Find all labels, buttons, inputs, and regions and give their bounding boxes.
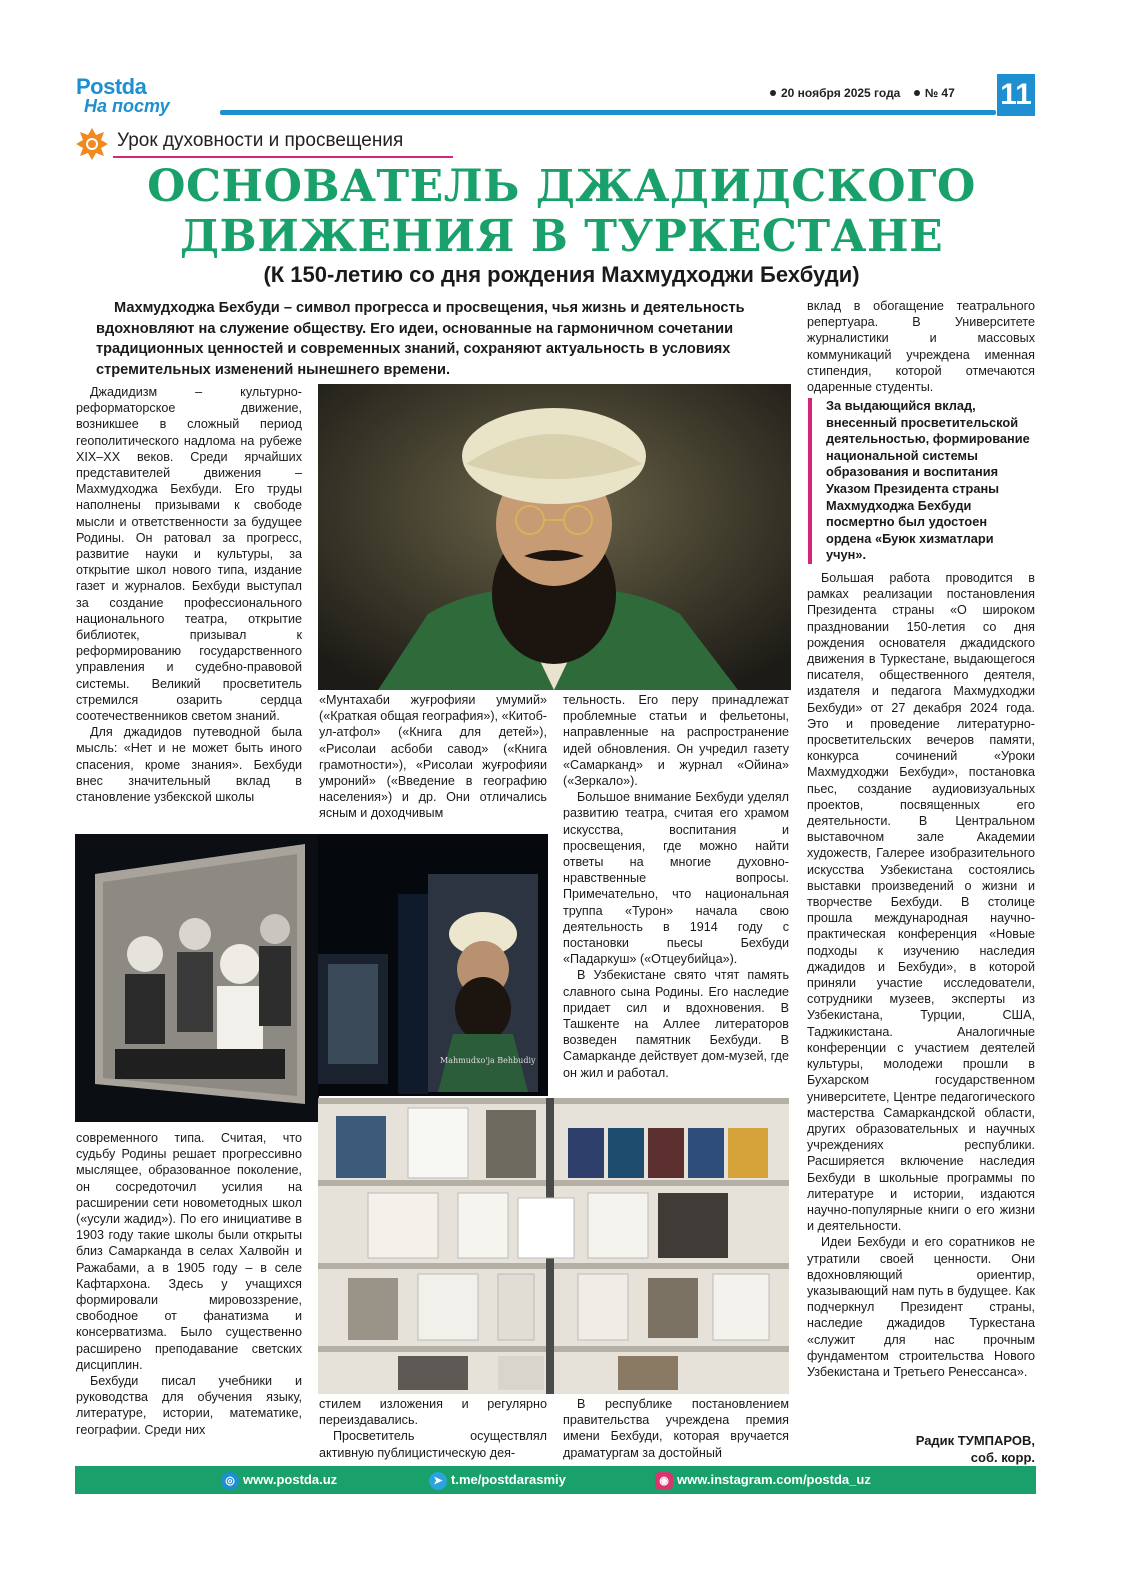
issue-meta	[770, 86, 955, 100]
column-2-bottom	[319, 1396, 547, 1461]
column-1-top	[76, 384, 302, 805]
headline	[60, 162, 1063, 262]
paragraph: «Мунтахаби жуғрофияи умумий» («Краткая общая география»), «Китоб-ул-атфол» («Книга для детей»), «Рисолаи асбоби савод» («Книга грамотности»), «Рисолаи жуғрофияи умроний» («Введение в географию населения») и др. Они отличались ясным и доходчивым	[319, 693, 547, 821]
paragraph: Бехбуди писал учебники и руководства для обучения языку, литературе, истории, математике, географии. Среди них	[76, 1374, 302, 1437]
paragraph: Идеи Бехбуди и его соратников не утратили своей ценности. Они вдохновляющий ориентир, указывающий нам путь в будущее. Как подчеркнул Президент страны, наследие джадидов Туркестана «служит для нас прочным фундаментом строительства Нового Узбекистана и Третьего Ренессанса».	[807, 1235, 1035, 1379]
header-rule	[220, 110, 996, 115]
paragraph: современного типа. Считая, что судьбу Родины решает прогрессивно мыслящее, образованное поколение, он сосредоточил усилия на расширении сети новометодных школ («усули жадид»). По его инициативе в 1903 году такие школы были открыты близ Самарканда в селах Халвойн и Ражабами, а в 1905 году – в селе Кафтархона. Здесь у учащихся формировали мировоззрение, свободное от фанатизма и консерватизма. Было существенно расширено преподавание светских дисциплин.	[76, 1131, 302, 1372]
paragraph: Большое внимание Бехбуди уделял развитию театра, считая его храмом искусства, воспитания и просвещения, где можно найти ответы на многие духовно-нравственные вопросы. Примечательно, что национальная труппа «Турон» начала свою деятельность в 1914 году с постановки пьесы Бехбуди «Падаркуш» («Отцеубийца»).	[563, 790, 789, 967]
logo-postda: Postda	[76, 74, 147, 99]
column-3-top	[563, 692, 789, 1081]
telegram-icon: ➤	[429, 1472, 447, 1490]
photo-caption: Mahmudxo'ja Behbudiy	[440, 1056, 536, 1065]
logo-na-postu: На посту	[84, 96, 170, 116]
column-3-bottom	[563, 1396, 789, 1461]
paragraph: В республике постановлением правительства учреждена премия имени Бехбуди, которая вручается драматургам за достойный	[563, 1397, 789, 1460]
museum-portrait-screen-image	[318, 834, 548, 1096]
paragraph: Для джадидов путеводной была мысль: «Нет и не может быть иного спасения, кроме знания». Бехбуди внес значительный вклад в становление узбекской школы	[76, 725, 302, 805]
footer-website[interactable]	[221, 1471, 337, 1490]
callout-quote: За выдающийся вклад, внесенный просветительской деятельностью, формирование национальной системы образования и воспитания Указом Президента страны Махмудходжа Бехбуди посмертно был удостоен ордена «Буюк хизматлари учун».	[808, 398, 1036, 564]
byline	[807, 1432, 1035, 1466]
column-4-top	[807, 298, 1035, 395]
star-badge-icon	[75, 127, 109, 161]
issue-number: № 47	[924, 86, 955, 100]
column-2-top	[319, 692, 547, 822]
headline-line-1: ОСНОВАТЕЛЬ ДЖАДИДСКОГО	[147, 161, 976, 212]
paragraph: Джадидизм – культурно-реформаторское движение, возникшее в сложный период геополитического надлома на рубеже XIX–XX веков. Среди ярчайших представителей движения – Махмудходжа Бехбуди. Его труды наполнены призывами к свободе мысли и ответственности за будущее Родины. Он ратовал за прогресс, развитие науки и культуры, за открытие школ нового типа, издание газет и журналов. Бехбуди выступал за создание профессионального национального театра, открытие библиотек, призывал к реформированию государственного управления и судебно-правовой системы. Великий просветитель стремился озарить сердца соотечественников светом знаний.	[76, 385, 302, 724]
rubric-underline	[113, 156, 453, 158]
byline-role: соб. корр.	[970, 1450, 1035, 1465]
column-1-bottom	[76, 1130, 302, 1438]
portrait-painting-image	[318, 384, 791, 690]
footer-telegram-label: t.me/postdarasmiy	[451, 1472, 566, 1487]
article-lead: Махмудходжа Бехбуди – символ прогресса и просвещения, чья жизнь и деятельность вдохновляют на служение обществу. Его идеи, основанные на гармоничном сочетании традиционных ценностей и современных знаний, сохраняют актуальность в условиях стремительных изменений нынешнего времени.	[96, 300, 745, 378]
paragraph: Просветитель осуществлял активную публицистическую дея-	[319, 1429, 547, 1460]
subheadline: (К 150-летию со дня рождения Махмудходжи Бехбуди)	[263, 262, 860, 287]
footer-instagram-label: www.instagram.com/postda_uz	[677, 1472, 871, 1487]
footer-website-label: www.postda.uz	[243, 1472, 338, 1487]
page-number: 11	[997, 74, 1035, 116]
issue-date: 20 ноября 2025 года	[781, 86, 901, 100]
headline-line-2: ДВИЖЕНИЯ В ТУРКЕСТАНЕ	[179, 211, 944, 262]
paragraph: В Узбекистане свято чтят память славного сына Родины. Его наследие придает сил и вдохновения. В Ташкенте на Аллее литераторов возведен памятник Бехбуди. В Самарканде действует дом-музей, где он жил и работал.	[563, 968, 789, 1080]
footer-bar	[75, 1466, 1036, 1494]
footer-telegram[interactable]	[429, 1471, 566, 1490]
instagram-icon: ◉	[655, 1472, 673, 1490]
paragraph: стилем изложения и регулярно переиздавались.	[319, 1397, 547, 1428]
paragraph: Большая работа проводится в рамках реализации постановления Президента страны «О широком праздновании 150-летия со дня рождения основателя джадидского движения в Туркестане, выдающегося писателя, общественного деятеля, издателя и педагога Махмудходжи Бехбуди» от 27 декабря 2024 года. Это и проведение литературно-просветительских вечеров памяти, конкурса сочинений «Уроки Махмудходжи Бехбуди», постановка пьес, создание аудиовизуальных проектов, посвященных его деятельности. В Центральном выставочном зале Академии художеств, Галерее изобразительного искусства Узбекистана состоялись выставки произведений о жизни и творчестве Бехбуди. В столице прошла международная научно-практическая конференция «Новые подходы к изучению наследия джадидов и Бехбуди», в которой приняли участие исследователи, сотрудники музеев, эксперты из Узбекистана, Турции, США, Таджикистана. Аналогичные конференции с участием деятелей культуры, молодежи прошли в Бухарском государственном университете, Центре педагогического мастерства Самаркандской области, других образовательных и научных учреждениях республики. Расширяется включение наследия Бехбуди в школьные программы по литературе и истории, издаются научно-популярные книги о его жизни и деятельности.	[807, 571, 1035, 1234]
globe-icon: ◎	[221, 1472, 239, 1490]
column-4-bottom	[807, 570, 1035, 1380]
footer-instagram[interactable]	[655, 1471, 871, 1490]
paragraph: вклад в обогащение театрального репертуара. В Университете журналистики и массовых коммуникаций учреждена именная стипендия, которой отмечаются одаренные студенты.	[807, 299, 1035, 395]
book-exhibition-image	[318, 1098, 789, 1394]
byline-author: Радик ТУМПАРОВ,	[915, 1433, 1035, 1448]
museum-historical-photo-image	[75, 834, 319, 1122]
paragraph: тельность. Его перу принадлежат проблемные статьи и фельетоны, направленные на распространение идей обновления. Он учредил газету «Самарканд» и журнал «Ойина» («Зеркало»).	[563, 693, 789, 789]
rubric-title: Урок духовности и просвещения	[117, 130, 404, 151]
